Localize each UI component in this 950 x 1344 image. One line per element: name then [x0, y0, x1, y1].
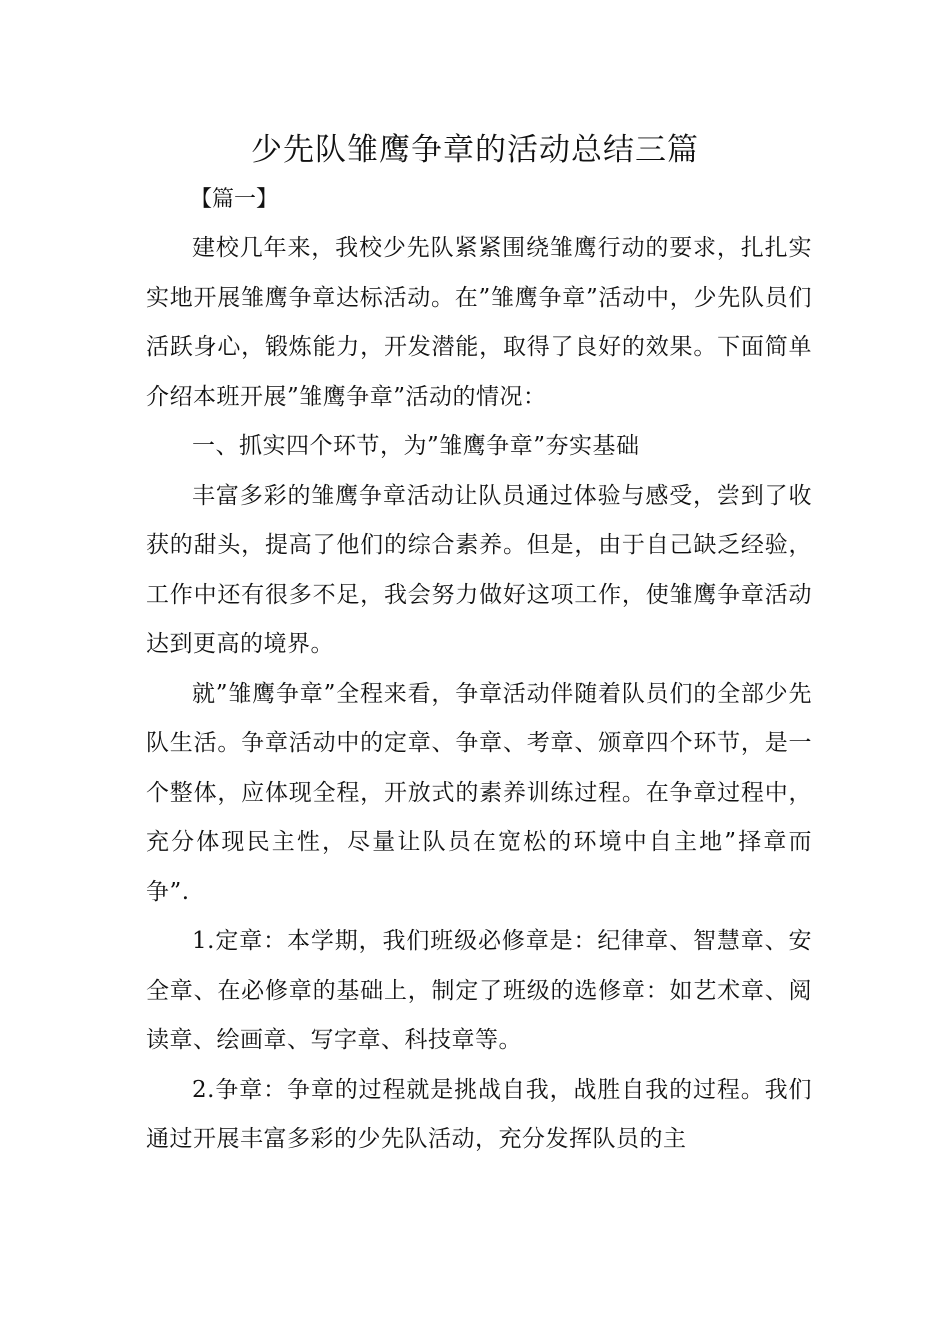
document-title: 少先队雏鹰争章的活动总结三篇: [251, 132, 699, 168]
paragraph-heading-1: 一、抓实四个环节，为”雏鹰争章”夯实基础: [192, 433, 640, 459]
paragraph-intro: 建校几年来，我校少先队紧紧围绕雏鹰行动的要求，扎扎实实地开展雏鹰争章达标活动。在”雏鹰争章”活动中，少先队员们活跃身心，锻炼能力，开发潜能，取得了良好的效果。下面简单介绍本班开展”雏鹰争章”活动的情况：: [146, 235, 812, 410]
paragraph-process: 就”雏鹰争章”全程来看，争章活动伴随着队员们的全部少先队生活。争章活动中的定章、争章、考章、颁章四个环节，是一个整体，应体现全程，开放式的素养训练过程。在争章过程中，充分体现民主性，尽量让队员在宽松的环境中自主地”择章而争”.: [146, 680, 812, 905]
document-body: [146, 224, 812, 1165]
section-label: 【篇一】: [190, 187, 279, 212]
paragraph-summary: 丰富多彩的雏鹰争章活动让队员通过体验与感受，尝到了收获的甜头，提高了他们的综合素养。但是，由于自己缺乏经验，工作中还有很多不足，我会努力做好这项工作，使雏鹰争章活动达到更高的境界。: [146, 482, 812, 657]
paragraph-item-2: 2.争章：争章的过程就是挑战自我，战胜自我的过程。我们通过开展丰富多彩的少先队活动，充分发挥队员的主: [146, 1076, 812, 1152]
paragraph-item-1: 1.定章：本学期，我们班级必修章是：纪律章、智慧章、安全章、在必修章的基础上，制定了班级的选修章：如艺术章、阅读章、绘画章、写字章、科技章等。: [146, 928, 812, 1053]
